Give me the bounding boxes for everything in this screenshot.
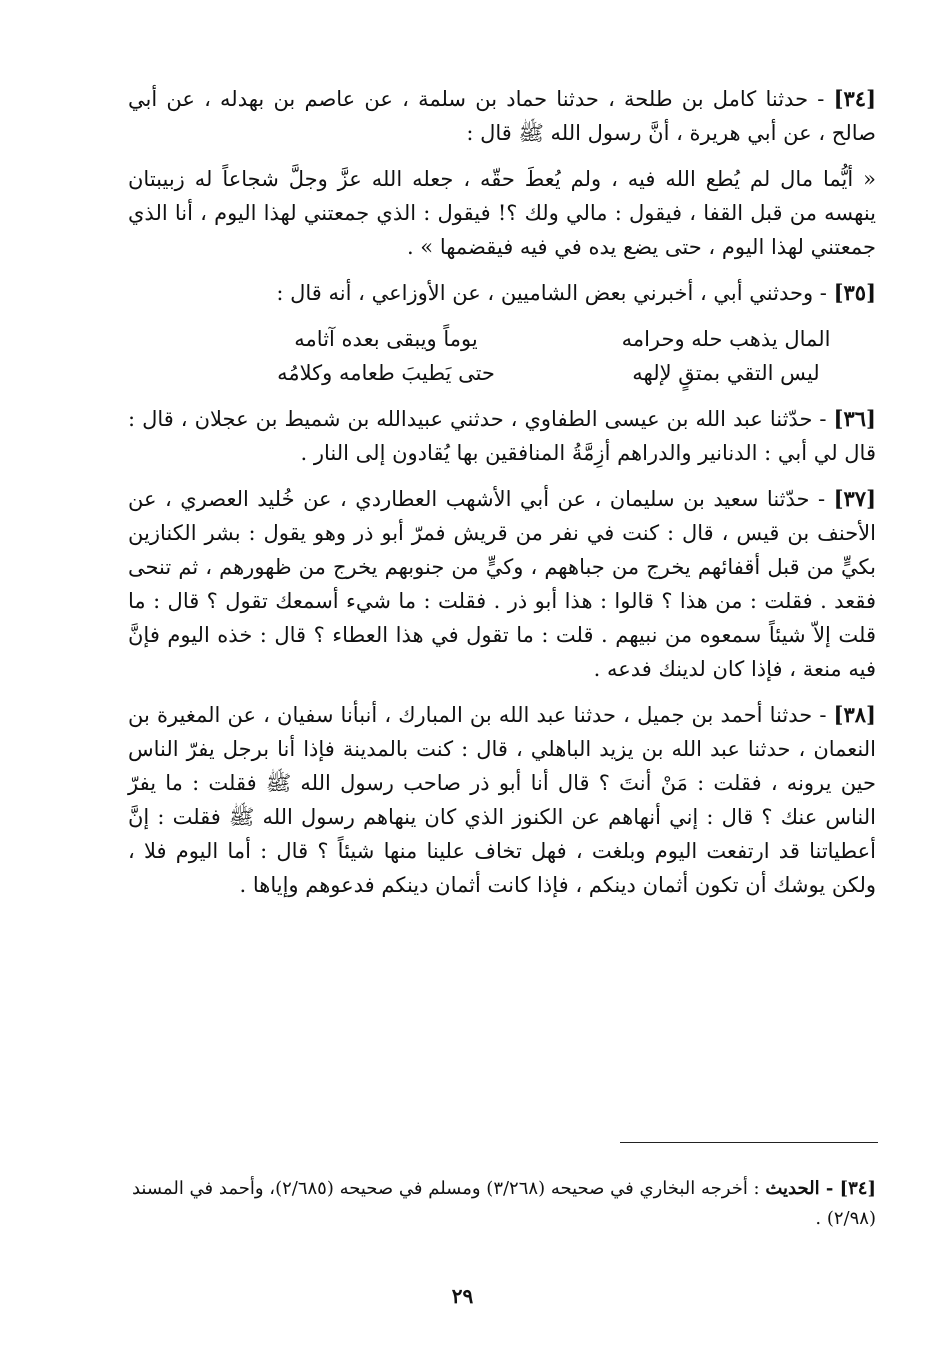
hadith-number: [٣٤] <box>833 86 876 111</box>
hadith-35 <box>128 276 876 310</box>
hadith-text: « أيُّما مال لم يُطع الله فيه ، ولم يُعطَ حقّه ، جعله الله عزَّ وجلَّ شجاعاً له زبيبتان ينهسه من قبل القفا ، فيقول : مالي ولك ؟! فيقول : الذي جمعتني لهذا اليوم ، أنا الذي جمعتني لهذا اليوم ، حتى يضع يده في فيه فيقضمها » . <box>128 167 877 259</box>
poem-verse <box>236 322 876 356</box>
poem <box>236 322 876 390</box>
poem-verse <box>236 356 876 390</box>
verse-second-half: حتى يَطيبَ طعامه وكلامُه <box>277 361 495 385</box>
hadith-34-matn <box>128 162 876 264</box>
footnote-separator <box>620 1142 878 1143</box>
hadith-36 <box>128 402 876 470</box>
verse-first-half: المال يذهب حله وحرامه <box>621 327 831 351</box>
hadith-text: - حدثنا أحمد بن جميل ، حدثنا عبد الله بن المبارك ، أنبأنا سفيان ، عن المغيرة بن النعمان ، حدثنا عبد الله بن يزيد الباهلي ، قال : كنت بالمدينة فإذا أنا برجل يفرّ الناس حين يرونه ، فقلت : مَنْ أنتَ ؟ قال أنا أبو ذر صاحب رسول الله ﷺ فقلت : ما يفرّ الناس عنك ؟ قال : إني أنهاهم عن الكنوز الذي كان ينهاهم رسول الله ﷺ فقلت : إنَّ أعطياتنا قد ارتفعت اليوم وبلغت ، فهل تخاف علينا منها شيئاً ؟ قال : أما اليوم فلا ، ولكن يوشك أن تكون أثمان دينكم ، فإذا كانت أثمان دينكم فدعوهم وإياها . <box>128 703 876 897</box>
hadith-37 <box>128 482 876 686</box>
hadith-38 <box>128 698 876 902</box>
hadith-number: [٣٥] <box>833 280 876 305</box>
hadith-number: [٣٦] <box>833 406 876 431</box>
verse-first-half: ليس التقي بمتقٍ لإلهه <box>632 361 820 385</box>
footnote <box>128 1174 876 1234</box>
page-body <box>128 82 876 914</box>
hadith-34 <box>128 82 876 150</box>
hadith-number: [٣٧] <box>833 486 876 511</box>
hadith-text: - حدّثنا سعيد بن سليمان ، عن أبي الأشهب العطاردي ، عن خُليد العصري ، عن الأحنف بن قيس ، قال : كنت في نفر من قريش فمرّ أبو ذر وهو يقول : بشر الكنازين بكيٍّ من قبل أقفائهم يخرج من جباههم ، وكيٍّ من جنوبهم يخرج من ظهورهم ، ثم تنحى فقعد . فقلت : من هذا ؟ قالوا : هذا أبو ذر . فقلت : ما شيء أسمعك تقول ؟ قال : ما قلت إلاّ شيئاً سمعوه من نبيهم . قلت : ما تقول في هذا العطاء ؟ قال : خذه اليوم فإنَّ فيه منعة ، فإذا كان لدينك فدعه . <box>128 487 876 681</box>
footnote-text: : أخرجه البخاري في صحيحه (٣/٢٦٨) ومسلم في صحيحه (٢/٦٨٥)، وأحمد في المسند (٢/٩٨) . <box>131 1178 876 1229</box>
hadith-text: - حدثنا كامل بن طلحة ، حدثنا حماد بن سلمة ، عن عاصم بن بهدله ، عن أبي صالح ، عن أبي هريرة ، أنَّ رسول الله ﷺ قال : <box>128 87 876 145</box>
hadith-text: - وحدثني أبي ، أخبرني بعض الشاميين ، عن الأوزاعي ، أنه قال : <box>276 281 827 305</box>
page-number: ٢٩ <box>451 1284 474 1308</box>
footnote-label: [٣٤] - الحديث <box>765 1178 876 1199</box>
verse-second-half: يوماً ويبقى بعده آثامه <box>294 327 478 351</box>
hadith-number: [٣٨] <box>833 702 876 727</box>
hadith-text: - حدّثنا عبد الله بن عيسى الطفاوي ، حدثني عبيدالله بن شميط بن عجلان ، قال : قال لي أبي : الدنانير والدراهم أزِمَّةُ المنافقين بها يُقادون إلى النار . <box>128 407 876 465</box>
